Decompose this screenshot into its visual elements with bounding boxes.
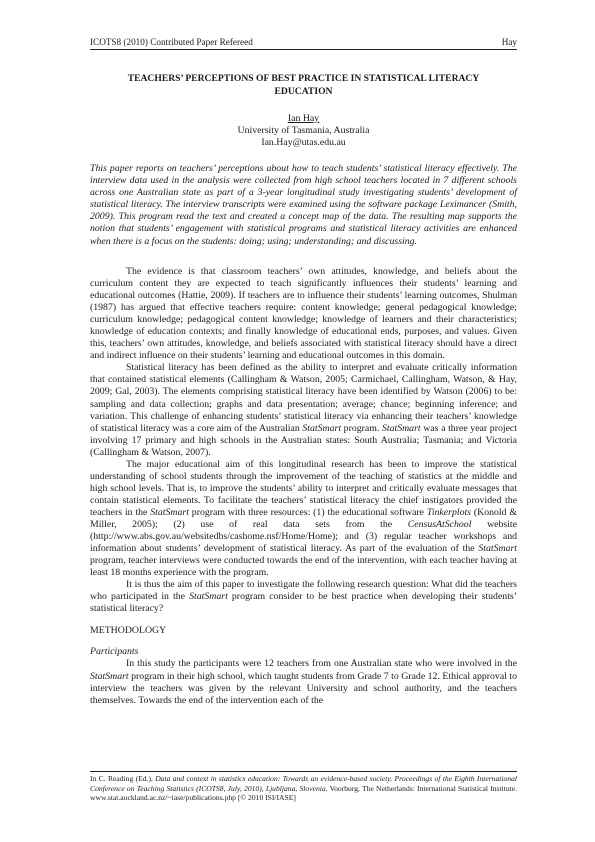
paper-body (90, 266, 517, 707)
header-author: Hay (501, 37, 517, 47)
paper-title (90, 72, 517, 98)
paragraph-educational-aim: The major educational aim of this longitudinal research has been to improve the statistical understanding of school students through the improvement of the teaching of statistics at the middle and high school levels. That is, to improve the students’ ability to interpret and critically evaluate messages that contain statistical elements. To facilitate the teachers’ statistical literacy the chief instigators provided the teachers in the StatSmart program with three resources: (1) the educational software Tinkerplots (Konold & Miller, 2005); (2) use of real data sets from the CensusAtSchool website (http://www.abs.gov.au/websitedbs/cashome.nsf/Home/Home); and (3) regular teacher workshops and information about students’ development of statistical literacy. As part of the evaluation of the StatSmart program, teacher interviews were conducted towards the end of the intervention, with each teacher having at least 18 months experience with the program. (90, 458, 518, 579)
paragraph-research-question: It is thus the aim of this paper to investigate the following research question: What did the teachers who participated in the StatSmart program consider to be best practice when developing their students’ statistical literacy? (90, 579, 517, 615)
author-name: Ian Hay (287, 113, 320, 124)
section-heading-methodology: METHODOLOGY (90, 625, 167, 637)
author-block (90, 113, 517, 149)
author-affiliation: University of Tasmania, Australia (237, 125, 370, 136)
citation-footer: In C. Reading (Ed.), Data and context in statistics education: Towards an evidence-based society. Proceedings of the Eighth International Conference on Teaching Statistics (ICOTS8, July, 2010), Ljubljana, Slovenia. Voorburg, The Netherlands: International Statistical Institute. www.stat.auckland.ac.nz/~iase/publications.php [© 2010 ISI/IASE] (90, 771, 517, 803)
paragraph-participants: In this study the participants were 12 teachers from one Australian state who were involved in the StatSmart program in their high school, which taught students from Grade 7 to Grade 12. Ethical approval to interview the teachers was given by the relevant University and school authority, and the teachers themselves. Towards the end of the intervention each of the (90, 658, 517, 706)
paragraph-statistical-literacy: Statistical literacy has been defined as the ability to interpret and evaluate critically information that contained statistical elements (Callingham & Watson, 2005; Carmichael, Callingham, Watson, & Hay, 2009; Gal, 2003). The elements comprising statistical literacy have been identified by Watson (2006) to be: sampling and data collection; graphs and data presentation; average; chance; beginning inference; and variation. This challenge of enhancing students’ statistical literacy via enhancing their teachers’ knowledge of statistical literacy was a core aim of the Australian StatSmart program. StatSmart was a three year project involving 17 primary and high schools in the Australian states: South Australia; Tasmania; and Victoria (Callingham & Watson, 2007). (90, 362, 517, 458)
paragraph-evidence: The evidence is that classroom teachers’ own attitudes, knowledge, and beliefs about the curriculum content they are expected to teach significantly influences their students’ learning and educational outcomes (Hattie, 2009). If teachers are to influence their students’ learning outcomes, Shulman (1987) has argued that effective teachers require: content knowledge; general pedagogical knowledge; curriculum knowledge; pedagogical content knowledge; knowledge of learners and their characteristics; knowledge of education contexts; and finally knowledge of educational ends, purposes, and values. Given this, teachers’ own attitudes, knowledge, and beliefs associated with statistical literacy should have a direct and indirect influence on their students’ learning and educational outcomes in this domain. (90, 266, 517, 362)
paper-title-line-1: TEACHERS’ PERCEPTIONS OF BEST PRACTICE IN STATISTICAL LITERACY (127, 73, 480, 84)
abstract: This paper reports on teachers’ perceptions about how to teach students’ statistical literacy effectively. The interview data used in the analysis were collected from high school teachers located in 7 different schools across one Australian state as part of a 3-year longitudinal study investigating students’ development of statistical literacy. The interview transcripts were examined using the software package Leximancer (Smith, 2009). This program read the text and created a concept map of the data. The resulting map supports the notion that students’ engagement with statistical programs and statistical literacy activities are enhanced when there is a focus on the students: doing; using; understanding; and discussing. (90, 163, 517, 247)
subsection-heading-participants: Participants (90, 646, 139, 658)
running-header (90, 37, 517, 50)
header-conference: ICOTS8 (2010) Contributed Paper Refereed (90, 37, 253, 47)
author-email: Ian.Hay@utas.edu.au (261, 137, 346, 148)
paper-title-line-2: EDUCATION (274, 86, 333, 97)
